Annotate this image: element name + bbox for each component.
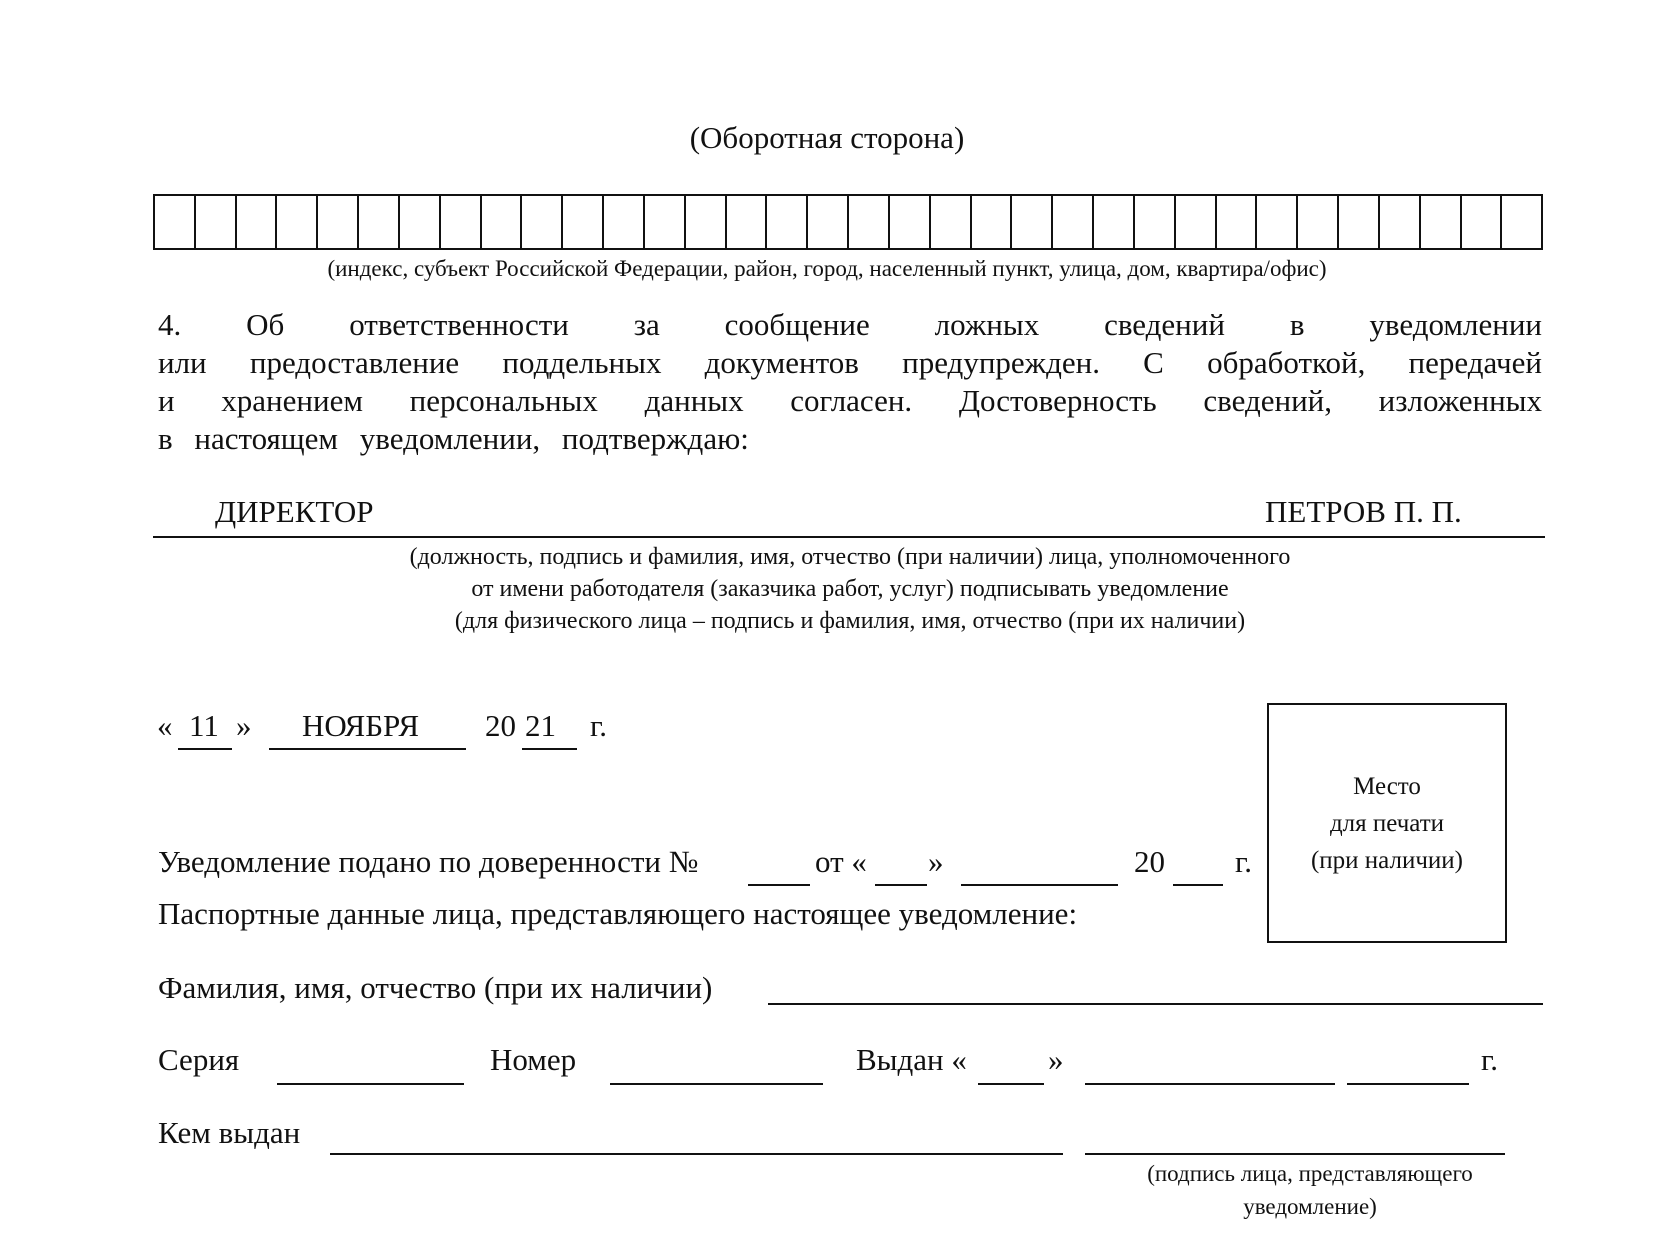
representative-signature-line[interactable] [1085, 1153, 1505, 1155]
date-year[interactable]: 21 [525, 708, 556, 743]
issued-month-field[interactable] [1085, 1083, 1335, 1085]
statement-line: и хранением персональных данных согласен. Достоверность сведений, изложенных [158, 383, 1542, 418]
index-cell[interactable] [1421, 196, 1462, 248]
date-year-line [522, 748, 577, 750]
issued-day-field[interactable] [978, 1083, 1044, 1085]
index-cell[interactable] [645, 196, 686, 248]
issued-suffix: г. [1481, 1042, 1498, 1077]
fio-field[interactable] [768, 1003, 1543, 1005]
index-cell[interactable] [1380, 196, 1421, 248]
address-caption: (индекс, субъект Российской Федерации, район, город, населенный пункт, улица, дом, квартира/офис) [327, 256, 1327, 281]
date-day[interactable]: 11 [189, 708, 219, 743]
series-label: Серия [158, 1042, 240, 1077]
date-close-quote: » [236, 708, 252, 743]
index-cell[interactable] [400, 196, 441, 248]
index-cell[interactable] [972, 196, 1013, 248]
index-cell[interactable] [563, 196, 604, 248]
representative-signature-caption [1085, 1157, 1535, 1223]
index-cell[interactable] [767, 196, 808, 248]
index-cell[interactable] [522, 196, 563, 248]
index-cell[interactable] [318, 196, 359, 248]
number-label: Номер [490, 1042, 577, 1077]
signature-caption-line: от имени работодателя (заказчика работ, услуг) подписывать уведомление [471, 576, 1229, 602]
statement-line: 4. Об ответственности за сообщение ложных сведений в уведомлении [158, 307, 1542, 342]
address-index-grid[interactable] [153, 194, 1543, 250]
signer-position[interactable]: ДИРЕКТОР [215, 494, 374, 529]
issued-by-field[interactable] [330, 1153, 1063, 1155]
index-cell[interactable] [441, 196, 482, 248]
index-cell[interactable] [1012, 196, 1053, 248]
proxy-month-line[interactable] [961, 884, 1118, 886]
proxy-year-line[interactable] [1173, 884, 1223, 886]
index-cell[interactable] [808, 196, 849, 248]
passport-heading: Паспортные данные лица, представляющего настоящее уведомление: [158, 896, 1078, 931]
index-cell[interactable] [1094, 196, 1135, 248]
index-cell[interactable] [1502, 196, 1541, 248]
date-suffix: г. [590, 708, 607, 743]
signature-caption-line: (для физического лица – подпись и фамилия, имя, отчество (при их наличии) [454, 608, 1246, 634]
date-century: 20 [485, 708, 516, 743]
index-cell[interactable] [890, 196, 931, 248]
stamp-text [1267, 768, 1507, 879]
index-cell[interactable] [604, 196, 645, 248]
series-field[interactable] [277, 1083, 464, 1085]
index-cell[interactable] [196, 196, 237, 248]
proxy-number-line[interactable] [748, 884, 810, 886]
statement-line: или предоставление поддельных документов предупрежден. С обработкой, передачей [158, 345, 1542, 380]
index-cell[interactable] [277, 196, 318, 248]
date-day-line [178, 748, 232, 750]
index-cell[interactable] [237, 196, 278, 248]
index-cell[interactable] [1135, 196, 1176, 248]
proxy-from-label: от « [815, 844, 867, 879]
signature-line [153, 536, 1545, 538]
index-cell[interactable] [482, 196, 523, 248]
signature-caption-line: (должность, подпись и фамилия, имя, отчество (при наличии) лица, уполномоченного [409, 544, 1291, 570]
number-field[interactable] [610, 1083, 823, 1085]
proxy-century: 20 [1134, 844, 1165, 879]
proxy-suffix: г. [1235, 844, 1252, 879]
index-cell[interactable] [1053, 196, 1094, 248]
signer-name[interactable]: ПЕТРОВ П. П. [1265, 494, 1462, 529]
index-cell[interactable] [686, 196, 727, 248]
index-cell[interactable] [849, 196, 890, 248]
date-open-quote: « [157, 708, 173, 743]
index-cell[interactable] [359, 196, 400, 248]
index-cell[interactable] [1217, 196, 1258, 248]
date-month-line [269, 748, 466, 750]
index-cell[interactable] [931, 196, 972, 248]
index-cell[interactable] [1339, 196, 1380, 248]
fio-label: Фамилия, имя, отчество (при их наличии) [158, 970, 713, 1005]
signature-caption-line: уведомление) [1243, 1194, 1377, 1219]
index-cell[interactable] [1298, 196, 1339, 248]
issued-label: Выдан « [856, 1042, 967, 1077]
index-cell[interactable] [1176, 196, 1217, 248]
index-cell[interactable] [155, 196, 196, 248]
index-cell[interactable] [727, 196, 768, 248]
statement-line: в настоящем уведомлении, подтверждаю: [158, 421, 749, 456]
proxy-close-quote: » [928, 844, 944, 879]
issued-close-quote: » [1048, 1042, 1064, 1077]
page-title: (Оборотная сторона) [689, 120, 965, 155]
stamp-line: (при наличии) [1310, 847, 1464, 874]
index-cell[interactable] [1462, 196, 1503, 248]
issued-year-field[interactable] [1347, 1083, 1469, 1085]
date-month[interactable]: НОЯБРЯ [302, 708, 419, 743]
stamp-line: для печати [1329, 810, 1445, 837]
proxy-day-line[interactable] [875, 884, 927, 886]
stamp-line: Место [1353, 773, 1421, 800]
proxy-label: Уведомление подано по доверенности № [158, 844, 699, 879]
issued-by-label: Кем выдан [158, 1115, 301, 1150]
index-cell[interactable] [1257, 196, 1298, 248]
signature-caption-line: (подпись лица, представляющего [1147, 1161, 1473, 1186]
